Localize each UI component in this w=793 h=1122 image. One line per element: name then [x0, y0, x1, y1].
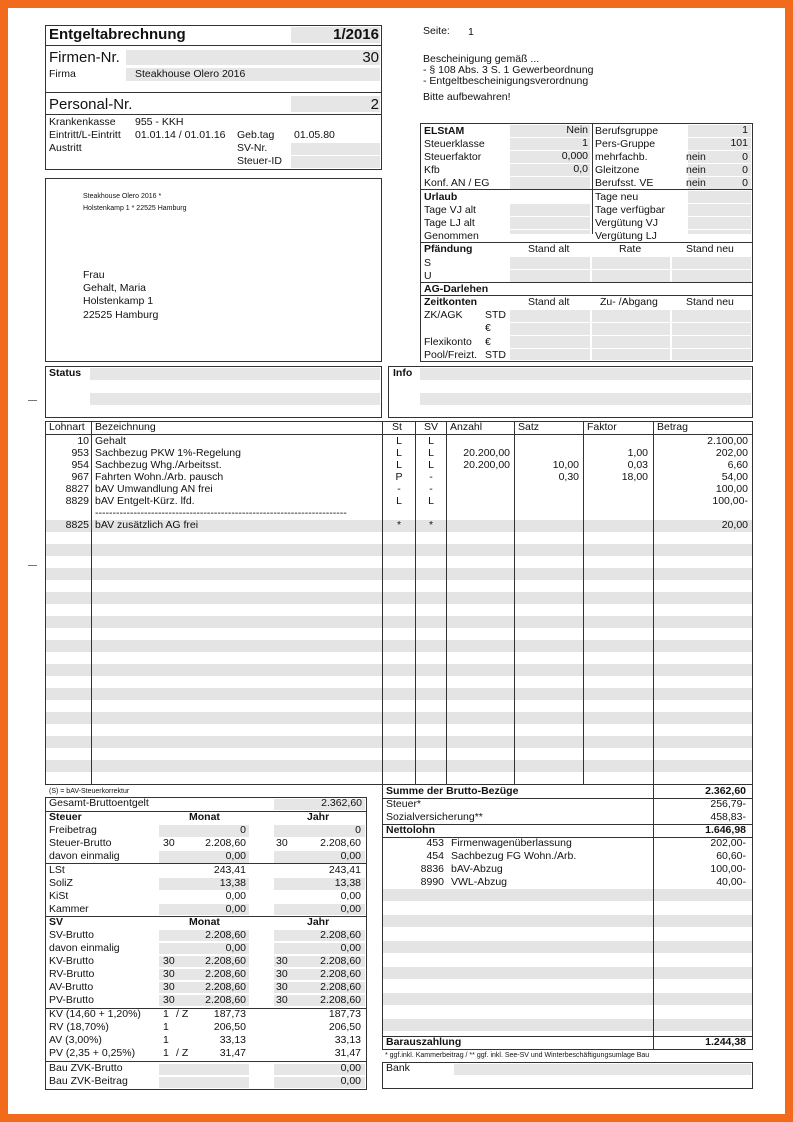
gesamt-label: Gesamt-Bruttoentgelt: [49, 797, 149, 809]
abzug-betrag: 60,60-: [716, 850, 746, 862]
abzug-betrag: 100,00-: [710, 863, 746, 875]
doc-title: Entgeltabrechnung: [49, 26, 186, 43]
steuer-einmalig-label: davon einmalig: [49, 850, 120, 862]
sv-row-label: KV-Brutto: [49, 955, 94, 967]
abzug-label: bAV-Abzug: [451, 863, 503, 875]
pfaendung-title: Pfändung: [424, 243, 473, 255]
sv-beitrag-monat: 187,73: [213, 1008, 246, 1020]
auszahlung-value: 1.244,38: [705, 1036, 746, 1048]
netto-label: Nettolohn: [386, 824, 435, 836]
sv-beitrag-jahr: 206,50: [328, 1021, 361, 1033]
steuerid-label: Steuer-ID: [237, 155, 282, 167]
item-anzahl: 20.200,00: [463, 459, 510, 471]
tage-lj-alt-label: Tage LJ alt: [424, 217, 475, 229]
sv-row-label: davon einmalig: [49, 942, 120, 954]
seite-value: 1: [468, 26, 474, 38]
netto-value: 1.646,98: [705, 824, 746, 836]
steuer-abzug-value: 256,79-: [710, 798, 746, 810]
sv-beitrag-faktor: 1: [163, 1008, 169, 1020]
berufsst-value: nein: [686, 177, 706, 189]
soli-label: SoliZ: [49, 877, 73, 889]
item-sv: L: [428, 459, 434, 471]
pfaendung-s: S: [424, 257, 432, 269]
sv-beitrag-monat: 206,50: [213, 1021, 246, 1033]
sv-row-monat-tage: 30: [163, 968, 175, 980]
verguetung-vj-label: Vergütung VJ: [595, 217, 659, 229]
flexikonto-unit: €: [485, 336, 491, 348]
status-label: Status: [49, 367, 82, 379]
item-st: L: [396, 495, 402, 507]
ag-darlehen-title: AG-Darlehen: [424, 283, 489, 295]
lst-monat: 243,41: [213, 864, 246, 876]
abzug-betrag: 40,00-: [716, 876, 746, 888]
bescheinigung-line2: - § 108 Abs. 3 S. 1 Gewerbeordnung: [423, 64, 594, 76]
col-st: St: [392, 421, 402, 433]
soli-monat: 13,38: [219, 877, 246, 889]
sv-beitrag-label: RV (18,70%): [49, 1021, 109, 1033]
mehrfach-count: 0: [742, 151, 748, 163]
sv-monat: Monat: [189, 916, 220, 928]
col-sv: SV: [424, 421, 439, 433]
freibetrag-jahr: 0: [355, 824, 361, 836]
verguetung-lj-label: Vergütung LJ: [595, 230, 657, 242]
item-bez: bAV Entgelt-Kürz. lfd.: [95, 495, 195, 507]
gebtag-value: 01.05.80: [294, 129, 335, 141]
item-sv: L: [428, 447, 434, 459]
steuer-brutto-monat: 2.208,60: [205, 837, 246, 849]
kammer-monat: 0,00: [225, 903, 246, 915]
freibetrag-monat: 0: [240, 824, 246, 836]
pfaendung-u: U: [424, 270, 432, 282]
auszahlung-label: Barauszahlung: [386, 1036, 462, 1048]
zeitkonten-stand-neu: Stand neu: [686, 296, 734, 308]
soli-jahr: 13,38: [334, 877, 361, 889]
sv-row-jahr: 0,00: [340, 942, 361, 954]
item-st: L: [396, 447, 402, 459]
pool-label: Pool/Freizt.: [424, 349, 478, 361]
steuer-monat: Monat: [189, 811, 220, 823]
item-betrag: 54,00: [721, 471, 748, 483]
sv-beitrag-monat: 33,13: [219, 1034, 246, 1046]
footnote: * ggf.inkl. Kammerbeitrag / ** ggf. inkl. See-SV und Winterbeschäftigungsumlage Bau: [385, 1052, 650, 1059]
svnr-label: SV-Nr.: [237, 142, 268, 154]
period: 1/2016: [333, 26, 379, 43]
sv-beitrag-label: AV (3,00%): [49, 1034, 102, 1046]
mehrfach-label: mehrfachb.: [595, 151, 648, 163]
kist-label: KiSt: [49, 890, 69, 902]
sv-row-jahr-tage: 30: [276, 994, 288, 1006]
kist-jahr: 0,00: [340, 890, 361, 902]
item-sv: -: [429, 471, 433, 483]
item-faktor: 0,03: [627, 459, 648, 471]
abzug-nr: 8990: [420, 876, 444, 888]
sv-beitrag-jahr: 33,13: [334, 1034, 361, 1046]
sv-row-monat-tage: 30: [163, 981, 175, 993]
item-lohnart: 8829: [65, 495, 89, 507]
kfb-label: Kfb: [424, 164, 440, 176]
item-satz: 0,30: [558, 471, 579, 483]
tage-verfuegbar-label: Tage verfügbar: [595, 204, 666, 216]
col-anzahl: Anzahl: [450, 421, 483, 433]
kk-label: Krankenkasse: [49, 116, 116, 128]
zvk-brutto-label: Bau ZVK-Brutto: [49, 1062, 123, 1074]
item-faktor: 1,00: [627, 447, 648, 459]
sv-row-jahr: 2.208,60: [320, 955, 361, 967]
col-satz: Satz: [518, 421, 540, 433]
zvk-beitrag-label: Bau ZVK-Beitrag: [49, 1075, 128, 1087]
item-sv: L: [428, 495, 434, 507]
eintritt-label: Eintritt/L-Eintritt: [49, 129, 121, 141]
steuer-abzug-label: Steuer*: [386, 798, 422, 810]
gleitzone-label: Gleitzone: [595, 164, 640, 176]
sv-row-monat: 2.208,60: [205, 994, 246, 1006]
sv-beitrag-zusatz: / Z: [176, 1008, 189, 1020]
zeitkonten-zu-abgang: Zu- /Abgang: [600, 296, 658, 308]
sv-beitrag-monat: 31,47: [219, 1047, 246, 1059]
lst-jahr: 243,41: [328, 864, 361, 876]
zk-agk-label: ZK/AGK: [424, 309, 463, 321]
bank-label: Bank: [386, 1062, 410, 1074]
address-line4: 22525 Hamburg: [83, 309, 159, 321]
steuerfaktor-label: Steuerfaktor: [424, 151, 482, 163]
item-bez: bAV Umwandlung AN frei: [95, 483, 213, 495]
sv-row-jahr-tage: 30: [276, 968, 288, 980]
item-lohnart: 10: [77, 435, 89, 447]
item-lohnart: 8827: [65, 483, 89, 495]
col-faktor: Faktor: [587, 421, 617, 433]
item-betrag: 100,00: [715, 483, 748, 495]
address-line2: Gehalt, Maria: [83, 282, 147, 294]
item-betrag: 100,00-: [712, 495, 748, 507]
item-st: *: [396, 519, 402, 531]
item-bez: Fahrten Wohn./Arb. pausch: [95, 471, 224, 483]
sv-beitrag-jahr: 187,73: [328, 1008, 361, 1020]
sv-row-jahr-tage: 30: [276, 955, 288, 967]
sv-row-jahr: 2.208,60: [320, 929, 361, 941]
steuerklasse-label: Steuerklasse: [424, 138, 485, 150]
aufbewahren-note: Bitte aufbewahren!: [423, 91, 511, 103]
item-betrag: 20,00: [721, 519, 748, 531]
item-st: P: [395, 471, 403, 483]
steuer-brutto-jahr-tage: 30: [276, 837, 288, 849]
item-st: L: [396, 459, 402, 471]
item-lohnart: 8825: [65, 519, 89, 531]
zk-std-unit: STD: [485, 309, 506, 321]
persgruppe-label: Pers-Gruppe: [595, 138, 656, 150]
item-betrag: 202,00: [715, 447, 748, 459]
kammer-label: Kammer: [49, 903, 89, 915]
item-faktor: 18,00: [621, 471, 648, 483]
steuerklasse-value: 1: [582, 137, 588, 149]
pfaendung-rate: Rate: [619, 243, 642, 255]
kist-monat: 0,00: [225, 890, 246, 902]
personal-nr: 2: [370, 96, 379, 113]
firmen-label: Firmen-Nr.: [49, 49, 120, 66]
abzug-nr: 8836: [420, 863, 444, 875]
sv-abzug-value: 458,83-: [710, 811, 746, 823]
item-anzahl: 20.200,00: [463, 447, 510, 459]
item-st: L: [396, 435, 402, 447]
sv-row-jahr-tage: 30: [276, 981, 288, 993]
steuer-brutto-monat-tage: 30: [163, 837, 175, 849]
gebtag-label: Geb.tag: [237, 129, 275, 141]
gleitzone-value: nein: [686, 164, 706, 176]
abzug-label: Firmenwagenüberlassung: [451, 837, 572, 849]
address-line1: Frau: [83, 269, 105, 281]
item-lohnart: 967: [71, 471, 89, 483]
lst-label: LSt: [49, 864, 65, 876]
eintritt-value: 01.01.14 / 01.01.16: [135, 129, 226, 141]
sv-beitrag-label: KV (14,60 + 1,20%): [49, 1008, 141, 1020]
berufsgruppe-label: Berufsgruppe: [595, 125, 659, 137]
item-sv: L: [428, 435, 434, 447]
pfaendung-stand-neu: Stand neu: [686, 243, 734, 255]
sv-row-label: AV-Brutto: [49, 981, 94, 993]
col-betrag: Betrag: [657, 421, 688, 433]
urlaub-title: Urlaub: [424, 191, 458, 203]
steuer-brutto-label: Steuer-Brutto: [49, 837, 112, 849]
kfb-value: 0,0: [573, 163, 588, 175]
payslip-page: [8, 8, 785, 1114]
abzug-label: VWL-Abzug: [451, 876, 508, 888]
sv-beitrag-zusatz: / Z: [176, 1047, 189, 1059]
sv-beitrag-jahr: 31,47: [334, 1047, 361, 1059]
steuer-title: Steuer: [49, 811, 82, 823]
sv-beitrag-label: PV (2,35 + 0,25%): [49, 1047, 136, 1059]
tage-vj-alt-label: Tage VJ alt: [424, 204, 476, 216]
zvk-brutto-value: 0,00: [340, 1062, 361, 1074]
summe-value: 2.362,60: [705, 785, 746, 797]
elstam-title: ELStAM: [424, 125, 465, 137]
flexikonto-label: Flexikonto: [424, 336, 472, 348]
kk-value: 955 - KKH: [135, 116, 184, 128]
col-lohnart: Lohnart: [49, 421, 85, 433]
item-lohnart: 953: [71, 447, 89, 459]
zeitkonten-stand-alt: Stand alt: [528, 296, 570, 308]
item-betrag: 6,60: [727, 459, 748, 471]
summe-label: Summe der Brutto-Bezüge: [386, 785, 519, 797]
tage-neu-label: Tage neu: [595, 191, 639, 203]
item-bez: Sachbezug Whg./Arbeitsst.: [95, 459, 222, 471]
berufsst-label: Berufsst. VE: [595, 177, 654, 189]
elstam-nein: Nein: [566, 124, 588, 136]
item-bez: Sachbezug PKW 1%-Regelung: [95, 447, 241, 459]
sender-line2: Holstenkamp 1 * 22525 Hamburg: [83, 205, 187, 212]
personal-label: Personal-Nr.: [49, 96, 133, 113]
address-line3: Holstenkamp 1: [83, 295, 154, 307]
pfaendung-stand-alt: Stand alt: [528, 243, 570, 255]
item-bez: ------------------------------------------------------------------------: [95, 507, 347, 519]
sv-row-monat: 2.208,60: [205, 968, 246, 980]
freibetrag-label: Freibetrag: [49, 824, 97, 836]
sv-beitrag-faktor: 1: [163, 1021, 169, 1033]
steuer-brutto-jahr: 2.208,60: [320, 837, 361, 849]
persgruppe-value: 101: [730, 137, 748, 149]
sv-jahr: Jahr: [307, 916, 330, 928]
zvk-beitrag-value: 0,00: [340, 1075, 361, 1087]
item-sv: -: [429, 483, 433, 495]
firmen-nr: 30: [362, 49, 379, 66]
sv-row-label: PV-Brutto: [49, 994, 94, 1006]
item-bez: bAV zusätzlich AG frei: [95, 519, 199, 531]
item-bez: Gehalt: [95, 435, 126, 447]
item-sv: *: [428, 519, 434, 531]
sv-beitrag-faktor: 1: [163, 1034, 169, 1046]
berufsst-count: 0: [742, 177, 748, 189]
sender-line1: Steakhouse Olero 2016 *: [83, 193, 162, 200]
gesamt-value: 2.362,60: [321, 797, 362, 809]
sv-row-monat: 2.208,60: [205, 929, 246, 941]
mehrfach-value: nein: [686, 151, 706, 163]
item-lohnart: 954: [71, 459, 89, 471]
firma-label: Firma: [49, 68, 76, 80]
abzug-nr: 454: [426, 850, 444, 862]
sv-title: SV: [49, 916, 64, 928]
abzug-betrag: 202,00-: [710, 837, 746, 849]
abzug-label: Sachbezug FG Wohn./Arb.: [451, 850, 577, 862]
sv-row-jahr: 2.208,60: [320, 968, 361, 980]
info-label: Info: [393, 367, 413, 379]
austritt-label: Austritt: [49, 142, 82, 154]
steuerfaktor-value: 0,000: [561, 150, 588, 162]
sv-row-monat-tage: 30: [163, 994, 175, 1006]
item-st: -: [397, 483, 401, 495]
berufsgruppe-value: 1: [742, 124, 748, 136]
sv-row-label: RV-Brutto: [49, 968, 95, 980]
steuer-jahr: Jahr: [307, 811, 330, 823]
sv-row-monat-tage: 30: [163, 955, 175, 967]
sv-abzug-label: Sozialversicherung**: [386, 811, 483, 823]
item-satz: 10,00: [552, 459, 579, 471]
genommen-label: Genommen: [424, 230, 479, 242]
bav-note: (S) = bAV-Steuerkorrektur: [49, 788, 130, 795]
col-bezeichnung: Bezeichnung: [95, 421, 156, 433]
firma-value: Steakhouse Olero 2016: [135, 68, 246, 80]
gleitzone-count: 0: [742, 164, 748, 176]
bescheinigung-line1: Bescheinigung gemäß ...: [423, 53, 540, 65]
item-betrag: 2.100,00: [707, 435, 748, 447]
sv-beitrag-faktor: 1: [163, 1047, 169, 1059]
sv-row-monat: 2.208,60: [205, 981, 246, 993]
sv-row-label: SV-Brutto: [49, 929, 94, 941]
abzug-nr: 453: [426, 837, 444, 849]
sv-row-monat: 0,00: [225, 942, 246, 954]
seite-label: Seite:: [423, 25, 450, 37]
pool-unit: STD: [485, 349, 506, 361]
konf-label: Konf. AN / EG: [424, 177, 490, 189]
kammer-jahr: 0,00: [340, 903, 361, 915]
sv-row-monat: 2.208,60: [205, 955, 246, 967]
sv-row-jahr: 2.208,60: [320, 981, 361, 993]
zeitkonten-title: Zeitkonten: [424, 296, 478, 308]
sv-row-jahr: 2.208,60: [320, 994, 361, 1006]
zk-euro-unit: €: [485, 322, 491, 334]
steuer-einmalig-jahr: 0,00: [340, 850, 361, 862]
bescheinigung-line3: - Entgeltbescheinigungsverordnung: [423, 75, 589, 87]
steuer-einmalig-monat: 0,00: [225, 850, 246, 862]
